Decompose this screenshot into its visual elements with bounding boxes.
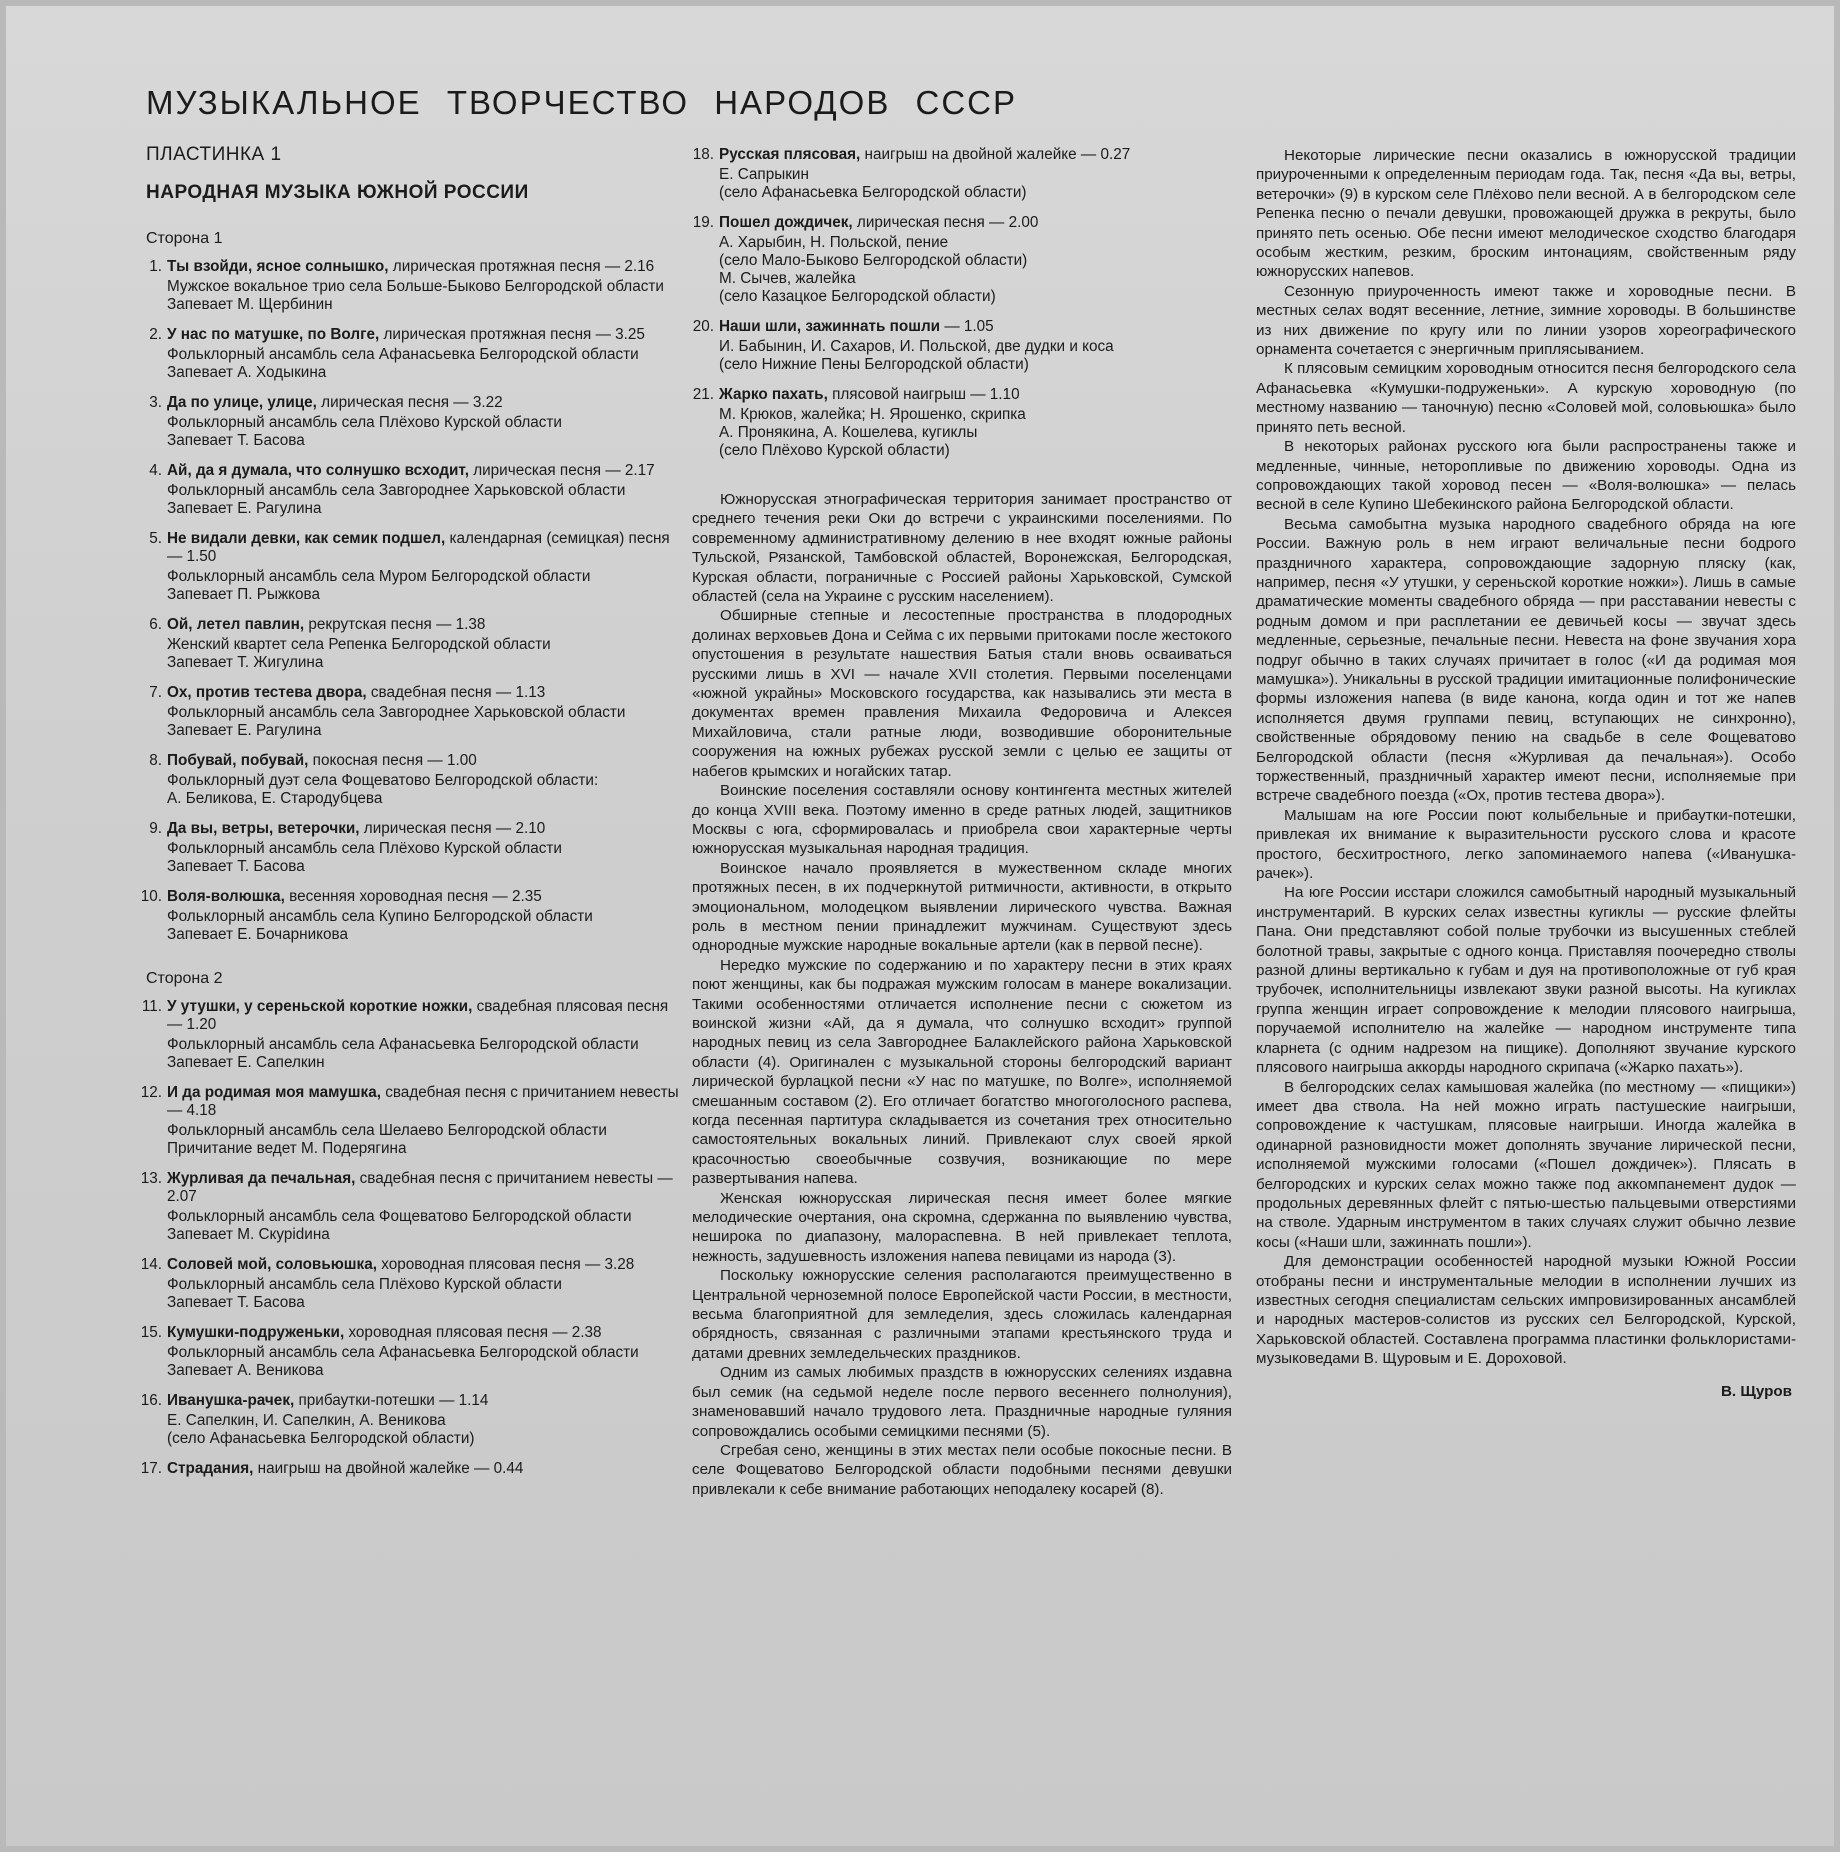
track-description: свадебная песня с причитанием невесты — 2.07 (167, 1170, 673, 1205)
track-heading (167, 462, 680, 480)
track-item (692, 386, 1232, 460)
track-description: лирическая песня — 2.17 (468, 462, 655, 479)
essay-part-2 (1256, 146, 1796, 1369)
track-title: Ой, летел павлин, (167, 616, 305, 633)
track-description: — 1.05 (940, 318, 994, 335)
performer-line: Запевает Т. Басова (167, 1294, 305, 1311)
track-description: лирическая протяжная песня — 3.25 (379, 326, 645, 343)
track-heading (167, 1392, 680, 1410)
track-item (140, 752, 680, 808)
track-heading (719, 318, 1232, 336)
track-heading (167, 820, 680, 838)
track-performers (167, 704, 680, 740)
track-heading (719, 146, 1232, 164)
track-performers (167, 482, 680, 518)
track-description: хороводная плясовая песня — 3.28 (376, 1256, 635, 1273)
essay-paragraph: Некоторые лирические песни оказались в южнорусской традиции приуроченными к определенным периодам года. Так, песня «Да вы, ветры, ветерочки» (9) в курском селе Плёхово пели весной. А в белгородском селе Репенка песню о печали девушки, провожающей дружка в рекруты, было принято петь осенью. Обе песни имеют мелодическое сходство благодаря особым жестким, резким, броским интонациям, свойственным ряду южнорусских напевов. (1256, 147, 1796, 281)
track-item (140, 998, 680, 1072)
track-title: Журливая да печальная, (167, 1170, 356, 1187)
track-performers (167, 840, 680, 876)
essay-paragraph: В белгородских селах камышовая жалейка (по местному — «пищики») имеет два ствола. На ней можно играть пастушеские наигрыши, сопровождение к частушкам, плясовые наигрыши. Иногда жалейка в одинарной разновидности может дополнять звучание лирической песни, исполняемой мужскими голосами («Пошел дождичек»). Плясать в белгородских и курских селах можно также под аккомпанемент дудок — продольных деревянных флейт с пятью-шестью пальцевыми отверстиями на стволе. Ударным инструментом в таких случаях служит обычно лезвие косы («Наши шли, зажиннать пошли»). (1256, 1078, 1796, 1251)
track-item (140, 258, 680, 314)
track-number: 9. (149, 820, 162, 837)
track-body (719, 386, 1232, 460)
performer-line: Фольклорный ансамбль села Плёхово Курской области (167, 1276, 562, 1293)
track-number: 11. (141, 998, 162, 1015)
track-number: 2. (149, 326, 162, 343)
track-performers (719, 166, 1232, 202)
track-performers (167, 278, 680, 314)
track-body (167, 752, 680, 808)
track-heading (167, 1170, 680, 1206)
track-body (167, 684, 680, 740)
track-item (692, 318, 1232, 374)
track-title: Жарко пахать, (719, 386, 828, 403)
track-heading (167, 1460, 680, 1478)
track-description: наигрыш на двойной жалейке — 0.44 (253, 1460, 524, 1477)
track-item (140, 1460, 680, 1478)
track-performers (167, 1276, 680, 1312)
track-description: свадебная песня с причитанием невесты — 4.18 (167, 1084, 679, 1119)
middle-column (692, 146, 1232, 1499)
performer-line: А. Беликова, Е. Стародубцева (167, 790, 383, 807)
track-performers (167, 636, 680, 672)
track-heading (167, 1324, 680, 1342)
track-number: 21. (692, 386, 714, 403)
essay-paragraph: На юге России исстари сложился самобытный народный музыкальный инструментарий. В курских селах известны кугиклы — русские флейты Пана. Они представляют собой полые трубочки из высушенных стеблей болотной травы, закрытые с одного конца. Приставляя поочередно стволы разной длины вертикально к губам и дуя на противоположные от губ края трубочек, исполнительницы извлекают звуки разной высоты. На кугиклах группа женщин играет сопровождение к мелодии плясового наигрыша, поручаемой исполнителю на жалейке — народном инструменте типа кларнета (с одним надрезом на пищике). Дополняют звучание курского плясового наигрыша аккорды народного скрипача («Жарко пахать»). (1256, 884, 1796, 1077)
track-item (140, 1256, 680, 1312)
track-performers (167, 1208, 680, 1244)
performer-line: Фольклорный ансамбль села Муром Белгородской области (167, 568, 591, 585)
track-body (167, 1324, 680, 1380)
right-column (1256, 146, 1796, 1400)
track-body (167, 326, 680, 382)
track-heading (167, 530, 680, 566)
performer-line: (село Казацкое Белгородской области) (719, 288, 996, 305)
performer-line: Фольклорный ансамбль села Купино Белгородской области (167, 908, 593, 925)
track-heading (167, 1256, 680, 1274)
track-number: 3. (149, 394, 162, 411)
track-performers (167, 1344, 680, 1380)
side-2-label: Сторона 2 (146, 970, 223, 987)
performer-line: (село Афанасьевка Белгородской области) (719, 184, 1027, 201)
track-heading (167, 684, 680, 702)
author-signature: В. Щуров (1720, 1382, 1792, 1400)
track-title: Соловей мой, соловьюшка, (167, 1256, 377, 1273)
track-title: Ох, против тестева двора, (167, 684, 367, 701)
track-heading (167, 394, 680, 412)
track-heading (167, 258, 680, 276)
track-item (140, 462, 680, 518)
track-title: И да родимая моя мамушка, (167, 1084, 381, 1101)
track-item (140, 394, 680, 450)
track-performers (167, 1122, 680, 1158)
performer-line: Фольклорный дуэт села Фощеватово Белгородской области: (167, 772, 599, 789)
track-description: свадебная плясовая песня — 1.20 (167, 998, 669, 1033)
track-heading (167, 998, 680, 1034)
track-title: Пошел дождичек, (719, 214, 853, 231)
track-description: лирическая песня — 2.00 (852, 214, 1039, 231)
side-2-tracklist-continued (692, 146, 1232, 460)
track-performers (167, 568, 680, 604)
track-number: 13. (140, 1170, 162, 1187)
performer-line: (село Плёхово Курской области) (719, 442, 950, 459)
track-description: весенняя хороводная песня — 2.35 (284, 888, 542, 905)
track-number: 1. (149, 258, 162, 275)
track-body (167, 616, 680, 672)
performer-line: Запевает Е. Рагулина (167, 500, 322, 517)
essay-paragraph: Воинское начало проявляется в мужественном складе многих протяжных песен, в их подчеркнутой ритмичности, активности, в открыто эмоциональном, молодецком выявлении лирического чувства. Важная роль в местном пении принадлежит мужчинам. Существуют здесь однородные мужские народные вокальные артели (как в первой песне). (692, 859, 1232, 955)
track-number: 7. (149, 684, 162, 701)
plate-subtitle: НАРОДНАЯ МУЗЫКА ЮЖНОЙ РОССИИ (146, 182, 529, 203)
track-heading (167, 326, 680, 344)
performer-line: Фольклорный ансамбль села Афанасьевка Белгородской области (167, 1344, 639, 1361)
track-title: Не видали девки, как семик подшел, (167, 530, 446, 547)
essay-paragraph: Обширные степные и лесостепные пространства в плодородных долинах верховьев Дона и Сейма с их первыми притоками после жестокого опустошения в результате нашествия Батыя стали вновь осваиваться русскими лишь в XVI — начале XVII столетия. Первыми поселенцами «южной украйны» Московского государства, как назывались эти места в документах времен правления Михаила Федоровича и Алексея Михайловича, стали ратные люди, возводившие оборонительные сооружения на южных рубежах русской земли с целью ее защиты от набегов крымских и ногайских татар. (692, 607, 1232, 780)
track-number: 14. (140, 1256, 162, 1273)
page-title: МУЗЫКАЛЬНОЕ ТВОРЧЕСТВО НАРОДОВ СССР (146, 84, 1017, 121)
performer-line: Фольклорный ансамбль села Плёхово Курской области (167, 840, 562, 857)
track-body (167, 820, 680, 876)
track-performers (719, 338, 1232, 374)
track-number: 10. (140, 888, 162, 905)
track-title: У нас по матушке, по Волге, (167, 326, 380, 343)
track-title: Русская плясовая, (719, 146, 861, 163)
track-body (167, 998, 680, 1072)
performer-line: Запевает М. Щербинин (167, 296, 333, 313)
performer-line: Запевает А. Ходыкина (167, 364, 327, 381)
track-number: 15. (140, 1324, 162, 1341)
performer-line: М. Сычев, жалейка (719, 270, 856, 287)
essay-paragraph: Женская южнорусская лирическая песня имеет более мягкие мелодические очертания, она скромна, сдержанна по выявлению чувства, неширока по диапазону, малораспевна. В ней привлекает теплота, нежность, задушевность изложения напева певицами из народа (3). (692, 1189, 1232, 1265)
essay-paragraph: К плясовым семицким хороводным относится песня белгородского села Афанасьевка «Кумушки-подруженьки». А курскую хороводную (по местному названию — таночную) песню «Соловей мой, соловьюшка» было принято петь весной. (1256, 360, 1796, 436)
performer-line: Женский квартет села Репенка Белгородской области (167, 636, 551, 653)
performer-line: Запевает Т. Басова (167, 858, 305, 875)
track-title: Да вы, ветры, ветерочки, (167, 820, 360, 837)
track-description: свадебная песня — 1.13 (366, 684, 546, 701)
performer-line: Фольклорный ансамбль села Завгороднее Харьковской области (167, 482, 626, 499)
track-description: календарная (семицкая) песня — 1.50 (167, 530, 670, 565)
plate-label: ПЛАСТИНКА 1 (146, 144, 282, 165)
track-item (140, 1170, 680, 1244)
side-1-tracklist (140, 258, 680, 944)
track-body (167, 1084, 680, 1158)
essay-paragraph: Для демонстрации особенностей народной музыки Южной России отобраны песни и инструментальные мелодии в исполнении лучших из известных сегодня специалистам сельских импровизированных ансамблей и народных мастеров-солистов из русских сел Белгородской, Курской, Харьковской областей. Составлена программа пластинки фольклористами-музыковедами В. Щуровым и Е. Дороховой. (1256, 1253, 1796, 1368)
performer-line: Запевает Е. Рагулина (167, 722, 322, 739)
track-title: Ай, да я думала, что солнушко всходит, (167, 462, 469, 479)
track-title: У утушки, у сереньской короткие ножки, (167, 998, 473, 1015)
performer-line: Фольклорный ансамбль села Афанасьевка Белгородской области (167, 1036, 639, 1053)
performer-line: Запевает Е. Сапелкин (167, 1054, 325, 1071)
performer-line: М. Крюков, жалейка; Н. Ярошенко, скрипка (719, 406, 1026, 423)
performer-line: Запевает А. Веникова (167, 1362, 324, 1379)
track-item (140, 684, 680, 740)
track-title: Наши шли, зажиннать пошли (719, 318, 941, 335)
track-description: прибаутки-потешки — 1.14 (294, 1392, 489, 1409)
performer-line: Мужское вокальное трио села Больше-Быково Белгородской области (167, 278, 664, 295)
track-performers (719, 406, 1232, 460)
track-item (140, 530, 680, 604)
track-item (140, 326, 680, 382)
essay-part-1 (692, 490, 1232, 1499)
track-title: Иванушка-рачек, (167, 1392, 295, 1409)
track-item (140, 1392, 680, 1448)
track-item (692, 214, 1232, 306)
track-performers (167, 414, 680, 450)
performer-line: А. Пронякина, А. Кошелева, кугиклы (719, 424, 978, 441)
performer-line: Фольклорный ансамбль села Плёхово Курской области (167, 414, 562, 431)
performer-line: А. Харыбин, Н. Польской, пение (719, 234, 949, 251)
track-description: покосная песня — 1.00 (308, 752, 477, 769)
track-number: 16. (140, 1392, 162, 1409)
track-number: 12. (140, 1084, 162, 1101)
track-body (167, 888, 680, 944)
track-body (167, 1392, 680, 1448)
track-number: 19. (692, 214, 714, 231)
performer-line: Запевает Т. Жигулина (167, 654, 324, 671)
track-number: 5. (149, 530, 162, 547)
performer-line: Причитание ведет М. Подерягина (167, 1140, 407, 1157)
essay-paragraph: Поскольку южнорусские селения располагаются преимущественно в Центральной черноземной полосе Европейской части России, в местности, весьма благоприятной для земледелия, здесь сложилась календарная обрядность, связанная с различными этапами крестьянского труда и датами древних земледельческих праздников. (692, 1267, 1232, 1362)
track-body (167, 1170, 680, 1244)
track-number: 18. (692, 146, 714, 163)
track-description: лирическая песня — 3.22 (316, 394, 503, 411)
essay-paragraph: Воинские поселения составляли основу контингента местных жителей до конца XVIII века. Поэтому именно в среде ратных людей, защитников Москвы с юга, сформировалась и приобрела свои характерные черты южнорусская музыкальная народная традиция. (692, 782, 1232, 858)
track-body (167, 1460, 680, 1478)
essay-paragraph: Нередко мужские по содержанию и по характеру песни в этих краях поют женщины, как бы подражая мужским голосам в манере вокализации. Такими особенностями отличается исполнение песни с сюжетом из воинской жизни «Ай, да я думала, что солнушко всходит» группой народных певиц из села Завгороднее Балаклейского района Харьковской области (4). Оригинален с музыкальной стороны белгородский вариант лирической бурлацкой песни «У нас по матушке, по Волге», исполняемой смешанным составом (2). Его отличает богатство многоголосного распева, когда песенная партитура складывается из сочетания трех относительно самостоятельных вокальных линий. Привлекают слух своей яркой красочностью своеобычные созвучия, возникающие по мере развертывания напева. (692, 956, 1232, 1188)
track-title: Страдания, (167, 1460, 254, 1477)
track-item (140, 888, 680, 944)
track-performers (167, 1412, 680, 1448)
performer-line: Запевает Е. Бочарникова (167, 926, 348, 943)
performer-line: (село Мало-Быково Белгородской области) (719, 252, 1028, 269)
track-description: лирическая песня — 2.10 (359, 820, 546, 837)
track-description: плясовой наигрыш — 1.10 (827, 386, 1020, 403)
track-performers (167, 908, 680, 944)
track-item (692, 146, 1232, 202)
performer-line: Запевает Т. Басова (167, 432, 305, 449)
performer-line: (село Афанасьевка Белгородской области) (167, 1430, 475, 1447)
track-body (719, 146, 1232, 202)
track-heading (167, 1084, 680, 1120)
performer-line: Е. Сапелкин, И. Сапелкин, А. Веникова (167, 1412, 446, 1429)
track-item (140, 616, 680, 672)
performer-line: И. Бабынин, И. Сахаров, И. Польской, две дудки и коса (719, 338, 1114, 355)
track-performers (167, 772, 680, 808)
performer-line: (село Нижние Пены Белгородской области) (719, 356, 1029, 373)
track-body (167, 1256, 680, 1312)
performer-line: Фольклорный ансамбль села Афанасьевка Белгородской области (167, 346, 639, 363)
track-body (719, 318, 1232, 374)
performer-line: Фольклорный ансамбль села Фощеватово Белгородской области (167, 1208, 632, 1225)
track-title: Да по улице, улице, (167, 394, 317, 411)
track-number: 8. (149, 752, 162, 769)
performer-line: Запевает П. Рыжкова (167, 586, 321, 603)
track-description: хороводная плясовая песня — 2.38 (344, 1324, 602, 1341)
track-body (167, 530, 680, 604)
track-number: 6. (149, 616, 162, 633)
essay-paragraph: Малышам на юге России поют колыбельные и прибаутки-потешки, привлекая их внимание к выразительности русского слова и красоте простого, бесхитростного, легко запоминаемого напева («Иванушка-рачек»). (1256, 806, 1796, 883)
track-title: Ты взойди, ясное солнышко, (167, 258, 389, 275)
essay-paragraph: Одним из самых любимых праздств в южнорусских селениях издавна был семик (на седьмой неделе после первого весеннего полнолуния), знаменовавший начало трудового лета. Праздничные народные гуляния сопровождались особыми семицкими песнями (5). (692, 1364, 1232, 1440)
performer-line: Е. Сапрыкин (719, 166, 809, 183)
track-item (140, 1084, 680, 1158)
performer-line: Фольклорный ансамбль села Завгороднее Харьковской области (167, 704, 626, 721)
track-heading (167, 616, 680, 634)
essay-paragraph: В некоторых районах русского юга были распространены также и медленные, чинные, неторопливые по движению хороводы. Одна из сопровождающих такой хоровод песен — «Воля-волюшка» — пелась весной в селе Купино Шебекинского района Белгородской области. (1256, 438, 1796, 514)
track-item (140, 820, 680, 876)
track-title: Кумушки-подруженьки, (167, 1324, 345, 1341)
track-heading (167, 888, 680, 906)
track-number: 4. (149, 462, 162, 479)
track-description: наигрыш на двойной жалейке — 0.27 (860, 146, 1131, 163)
essay-paragraph: Сезонную приуроченность имеют также и хороводные песни. В местных селах водят весенние, летние, зимние хороводы. В большинстве из них движение по кругу или по линии узоров хореографического орнамента сочетается с энергичным приплясыванием. (1256, 282, 1796, 359)
essay-paragraph: Весьма самобытна музыка народного свадебного обряда на юге России. Важную роль в нем играют величальные песни бодрого праздничного характера, сопровождающие задорную пляску (как, например, песня «У утушки, у сереньской короткие ножки»). Лишь в самые драматические моменты свадебного обряда — при расставании невесты с родным домом и при расплетании ее девичьей косы — звучат здесь медленные, серьезные, печальные песни. Невеста на фоне звучания хора подруг обычно в таких случаях причитает в голос («И да родимая моя мамушка»). Уникальны в русской традиции имитационные полифонические формы изложения напева (в виде канона, когда один и тот же напев исполняется двумя группами певиц, вступающих не синхронно), свойственные обрядовому пению на свадьбе в селе Фощеватово Белгородской области (песня «Журливая да печальная»). Особо торжественный, праздничный характер имеют песни, исполняемые при встрече свадебного поезда («Ох, против тестева двора»). (1256, 515, 1796, 805)
track-number: 17. (140, 1460, 162, 1477)
side-2-tracklist (140, 998, 680, 1478)
track-performers (167, 1036, 680, 1072)
track-body (167, 394, 680, 450)
track-item (140, 1324, 680, 1380)
track-heading (719, 386, 1232, 404)
performer-line: Запевает М. Скурidина (167, 1226, 330, 1243)
track-performers (167, 346, 680, 382)
track-description: рекрутская песня — 1.38 (304, 616, 486, 633)
track-heading (719, 214, 1232, 232)
track-title: Воля-волюшка, (167, 888, 285, 905)
side-1-label: Сторона 1 (146, 230, 223, 247)
track-performers (719, 234, 1232, 306)
track-number: 20. (692, 318, 714, 335)
track-heading (167, 752, 680, 770)
track-title: Побувай, побувай, (167, 752, 309, 769)
essay-paragraph: Южнорусская этнографическая территория занимает пространство от среднего течения реки Оки до встречи с украинскими поселениями. По современному административному делению в нее входят южные районы Тульской, Рязанской, Тамбовской областей, Воронежская, Белгородская, Курская области, пограничные с Россией районы Харьковской, Сумской областей (села на Украине с русским населением). (692, 491, 1232, 606)
track-body (719, 214, 1232, 306)
track-description: лирическая протяжная песня — 2.16 (388, 258, 655, 275)
performer-line: Фольклорный ансамбль села Шелаево Белгородской области (167, 1122, 607, 1139)
track-body (167, 258, 680, 314)
track-body (167, 462, 680, 518)
essay-paragraph: Сгребая сено, женщины в этих местах пели особые покосные песни. В селе Фощеватово Белгородской области подобными песнями девушки привлекали к себе внимание работающих неподалеку косарей (8). (692, 1441, 1232, 1498)
